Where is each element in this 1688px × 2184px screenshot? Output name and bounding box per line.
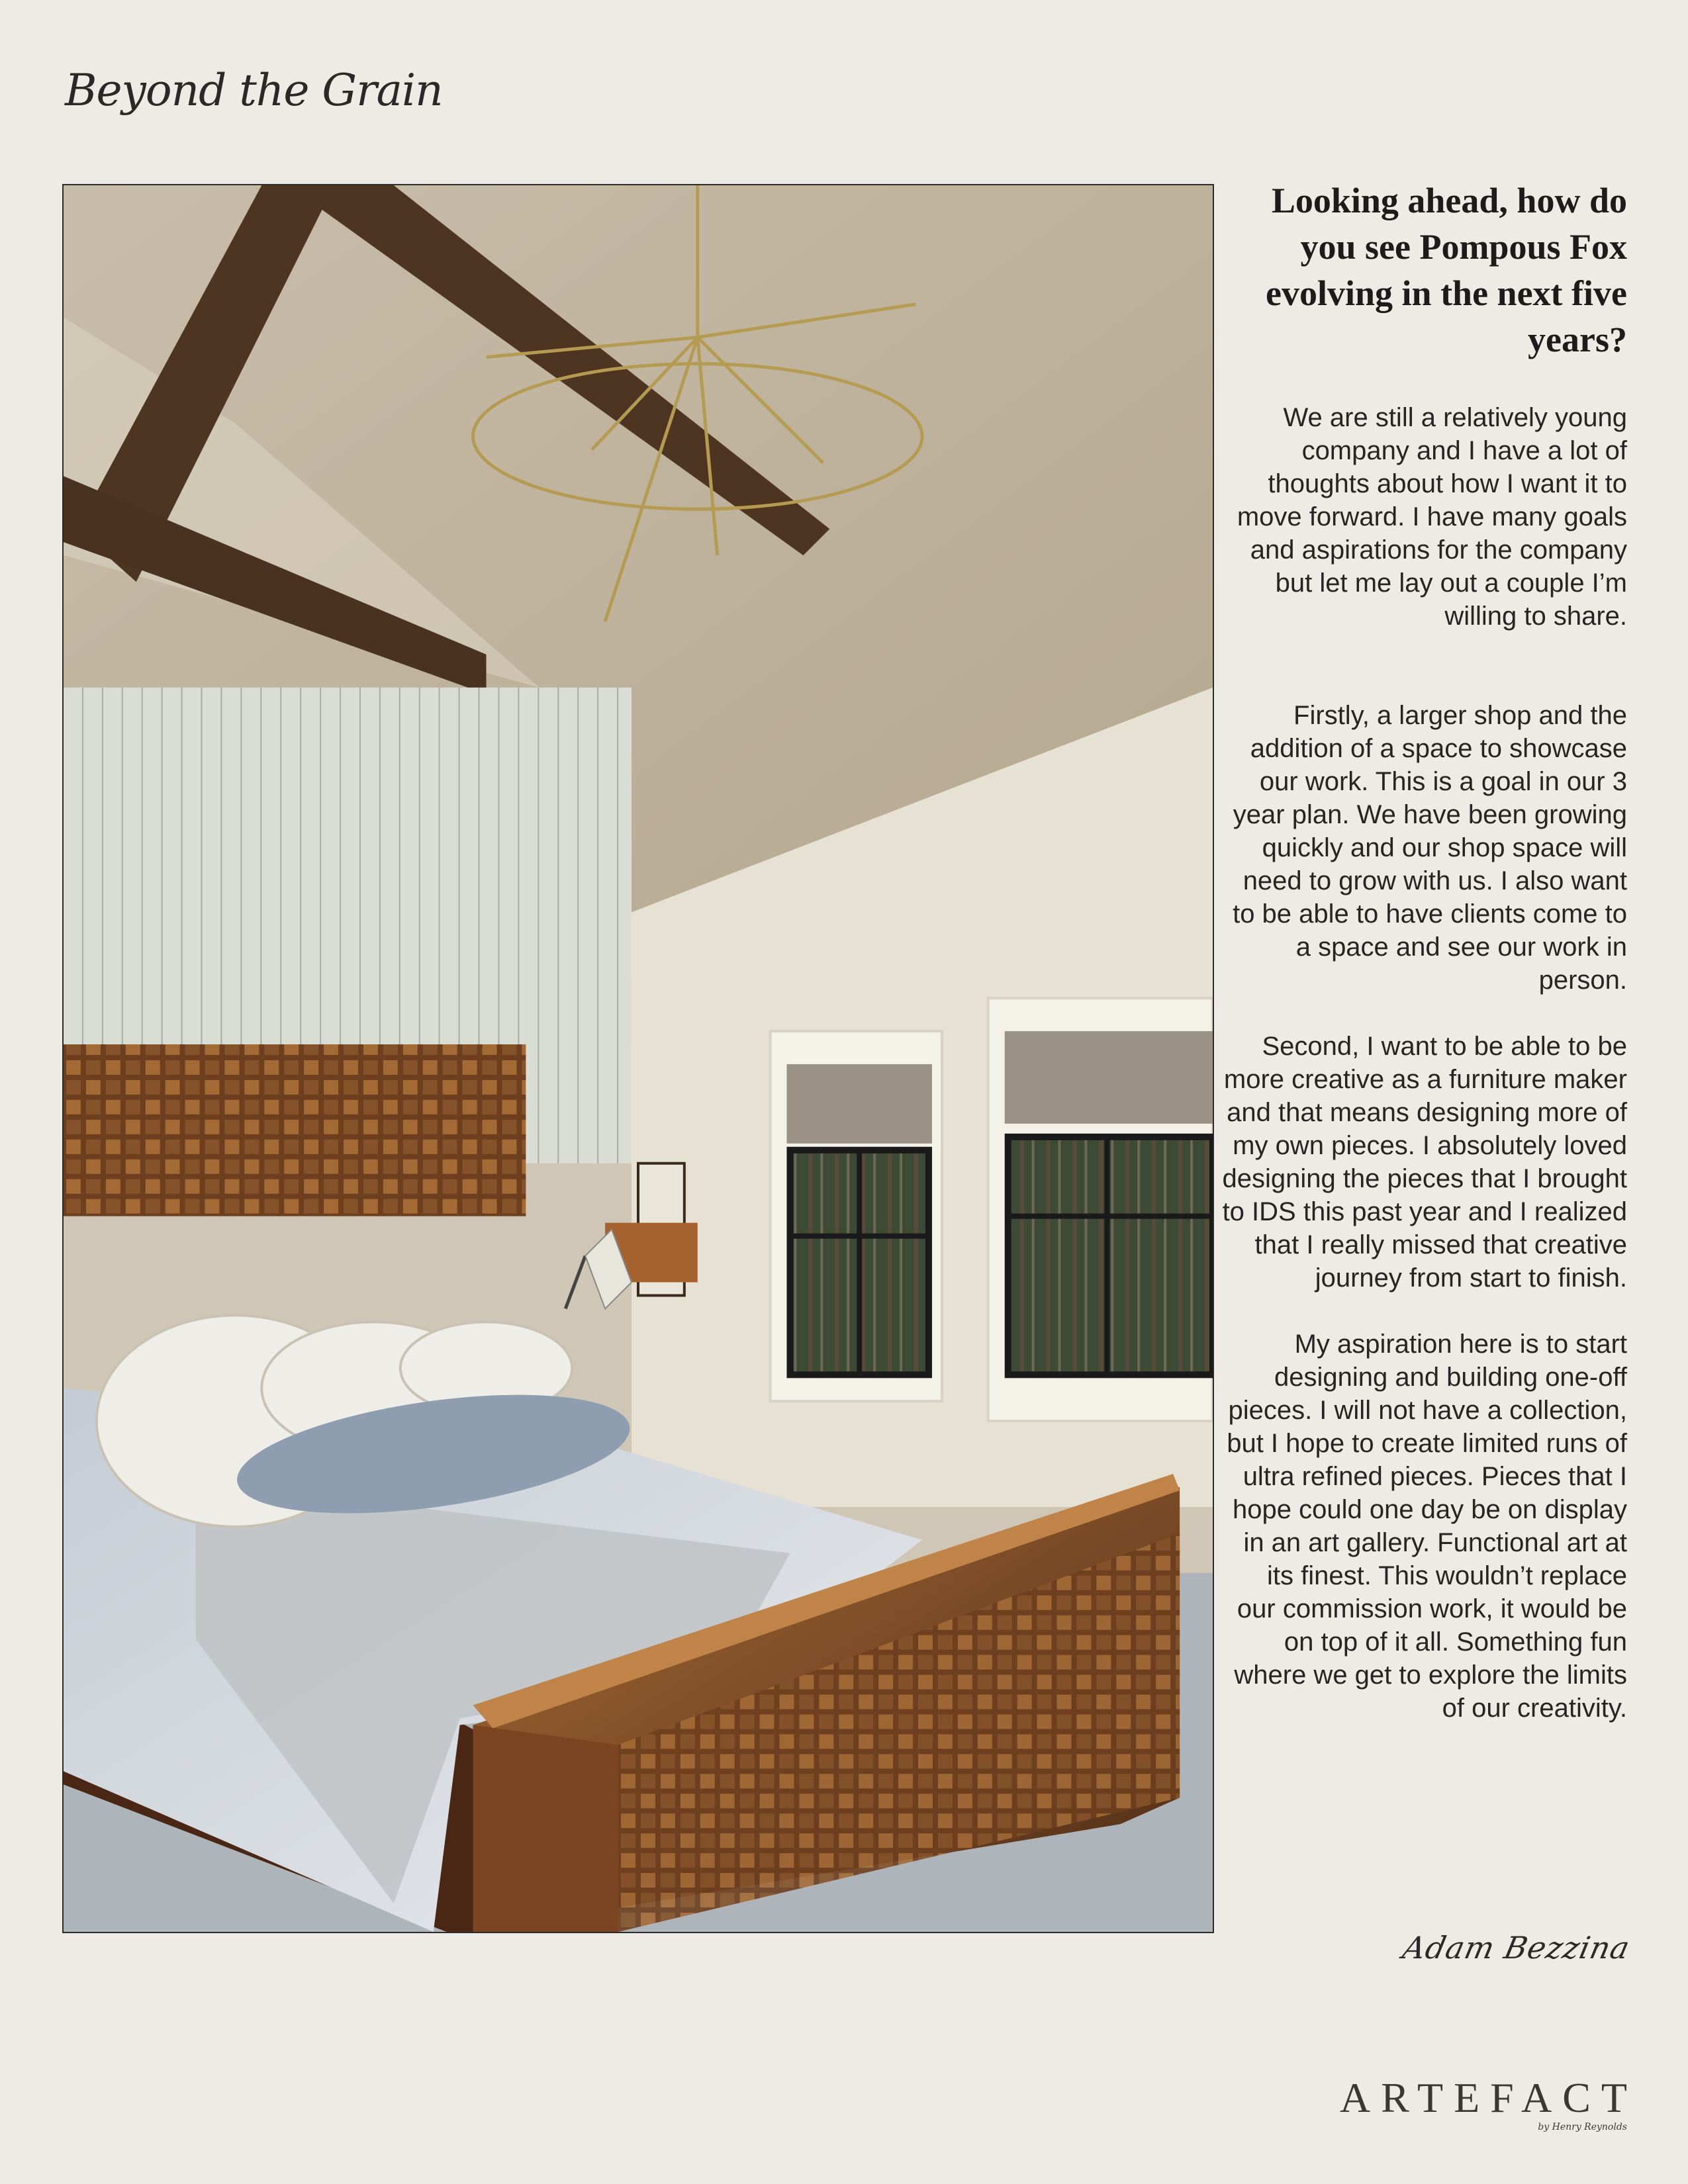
answer-paragraph: My aspiration here is to start designing and building one-off pieces. I will not have a collection, but I hope to create limited runs of ultra refined pieces. Pieces that I hope could one day be on display in an art gallery. Functional art at its finest. This wouldn’t replace our commission work, it would be on top of it all. Something fun where we get to explore the limits of our creativity. xyxy=(1227,1330,1627,1723)
article-column xyxy=(1222,177,1627,1758)
footboard-end xyxy=(473,1725,618,1932)
brand-logo xyxy=(1339,2074,1638,2132)
author-signature: Adam Bezzina xyxy=(1399,1930,1634,1966)
answer-paragraph: We are still a relatively young company and I have a lot of thoughts about how I want it to move forward. I have many goals and aspirations for the company but let me lay out a couple I’m willing to share. xyxy=(1237,403,1627,631)
brand-name: ARTEFACT xyxy=(1339,2074,1638,2121)
window-right xyxy=(988,998,1213,1421)
section-title: Beyond the Grain xyxy=(65,65,443,116)
answer-paragraph: Second, I want to be able to be more creative as a furniture maker and that means designing more of my own pieces. I absolutely loved designing the pieces that I brought to IDS this past year and I realized that I really missed that creative journey from start to finish. xyxy=(1222,1032,1627,1293)
bedroom-photo xyxy=(62,184,1214,1933)
window-left xyxy=(771,1031,942,1401)
headboard xyxy=(64,1044,526,1216)
brand-byline: by Henry Reynolds xyxy=(1538,2122,1627,2132)
bedroom-illustration xyxy=(64,185,1213,1932)
interview-question: Looking ahead, how do you see Pompous Fox evolving in the next five years? xyxy=(1266,181,1627,359)
answer-paragraph: Firstly, a larger shop and the addition of a space to showcase our work. This is a goal in our 3 year plan. We have been growing quickly and our shop space will need to grow with us. I also want to be able to have clients come to a space and see our work in person. xyxy=(1233,701,1627,995)
